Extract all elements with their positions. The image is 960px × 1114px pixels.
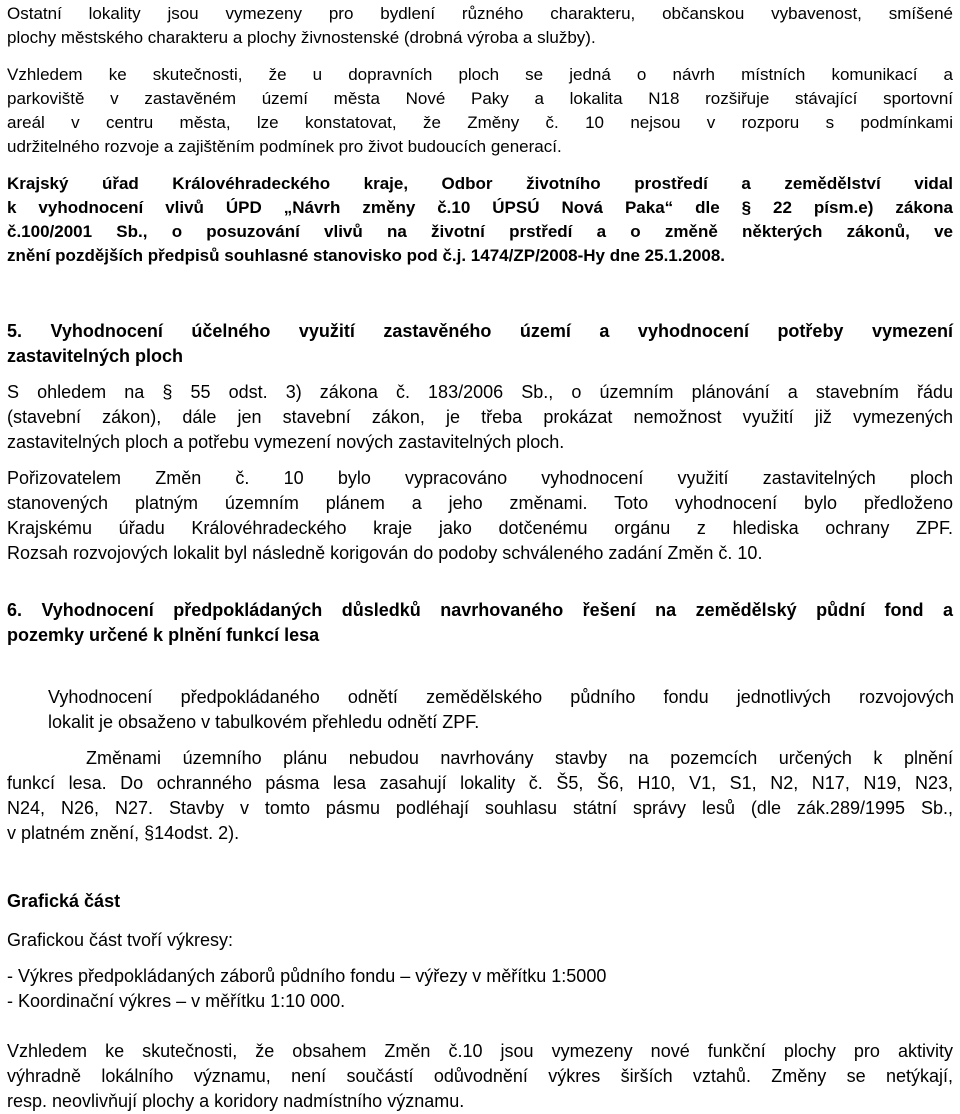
text-line: č.100/2001 Sb., o posuzování vlivů na životní prstředí a o změně některých zákonů, ve (7, 222, 953, 241)
heading-section-6 (7, 598, 953, 648)
paragraph-drawings-intro (7, 928, 953, 953)
text-line: Krajský úřad Královéhradeckého kraje, Odbor životního prostředí a zemědělství vidal (7, 174, 953, 193)
text-line: parkoviště v zastavěném území města Nové Paky a lokalita N18 rozšiřuje stávající sportovní (7, 89, 953, 108)
text-line: 5. Vyhodnocení účelného využití zastavěného území a vyhodnocení potřeby vymezení (7, 321, 953, 341)
text-line: N24, N26, N27. Stavby v tomto pásmu podléhají souhlasu státní správy lesů (dle zák.289/1995 Sb., (7, 798, 953, 818)
paragraph-wider-relations (7, 1039, 953, 1114)
text-line: Změnami územního plánu nebudou navrhovány stavby na pozemcích určených k plnění (86, 748, 953, 768)
paragraph-evaluation (7, 466, 953, 566)
text-line: znění pozdějších předpisů souhlasné stanovisko pod č.j. 1474/ZP/2008-Hy dne 25.1.2008. (7, 246, 726, 265)
text-line: funkcí lesa. Do ochranného pásma lesa zasahují lokality č. Š5, Š6, H10, V1, S1, N2, N17, N19, N23, (7, 773, 953, 793)
text-line: areál v centru města, lze konstatovat, že Změny č. 10 nejsou v rozporu s podmínkami (7, 113, 953, 132)
text-line: zastavitelných ploch (7, 346, 184, 366)
text-line: Vzhledem ke skutečnosti, že obsahem Změn č.10 jsou vymezeny nové funkční plochy pro aktivity (7, 1041, 953, 1061)
text-line: Vzhledem ke skutečnosti, že u dopravních ploch se jedná o návrh místních komunikací a (7, 65, 953, 84)
text-line: Ostatní lokality jsou vymezeny pro bydlení různého charakteru, občanskou vybavenost, smíšené (7, 4, 953, 23)
text-line: - Koordinační výkres – v měřítku 1:10 000. (7, 991, 346, 1011)
heading-graphic-part (7, 889, 953, 914)
paragraph-zpf-evaluation (48, 685, 954, 735)
text-line: pozemky určené k plnění funkcí lesa (7, 625, 320, 645)
text-line: udržitelného rozvoje a zajištěním podmínek pro život budoucích generací. (7, 137, 562, 156)
text-line: v platném znění, §14odst. 2). (7, 823, 240, 843)
text-line: Grafická část (7, 891, 121, 911)
text-line: výhradně lokálního významu, není součástí odůvodnění výkres širších vztahů. Změny se netýkají, (7, 1066, 953, 1086)
paragraph-sustainability (7, 63, 953, 159)
text-line: Rozsah rozvojových lokalit byl následně korigován do podoby schváleného zadání Změn č. 10. (7, 543, 763, 563)
text-line: 6. Vyhodnocení předpokládaných důsledků navrhovaného řešení na zemědělský půdní fond a (7, 600, 953, 620)
text-line: Grafickou část tvoří výkresy: (7, 930, 234, 950)
text-line: (stavební zákon), dále jen stavební zákon, je třeba prokázat nemožnost využití již vymezených (7, 407, 953, 427)
text-line: stanovených platným územním plánem a jeho změnami. Toto vyhodnocení bylo předloženo (7, 493, 953, 513)
paragraph-other-localities (7, 2, 953, 50)
text-line: Pořizovatelem Změn č. 10 bylo vypracováno vyhodnocení využití zastavitelných ploch (7, 468, 953, 488)
paragraph-building-act (7, 380, 953, 455)
text-line: lokalit je obsaženo v tabulkovém přehledu odnětí ZPF. (48, 712, 480, 732)
drawings-list (7, 964, 953, 1014)
text-line: resp. neovlivňují plochy a koridory nadmístního významu. (7, 1091, 465, 1111)
text-line: Krajskému úřadu Královéhradeckého kraje jako dotčenému orgánu z hlediska ochrany ZPF. (7, 518, 953, 538)
paragraph-regional-office-opinion (7, 172, 953, 268)
text-line: k vyhodnocení vlivů ÚPD „Návrh změny č.10 ÚPSÚ Nová Paka“ dle § 22 písm.e) zákona (7, 198, 953, 217)
text-line: - Výkres předpokládaných záborů půdního fondu – výřezy v měřítku 1:5000 (7, 966, 607, 986)
text-line: Vyhodnocení předpokládaného odnětí zemědělského půdního fondu jednotlivých rozvojových (48, 687, 954, 707)
text-line: S ohledem na § 55 odst. 3) zákona č. 183/2006 Sb., o územním plánování a stavebním řádu (7, 382, 953, 402)
text-line: zastavitelných ploch a potřebu vymezení nových zastavitelných ploch. (7, 432, 565, 452)
paragraph-forest-land (7, 746, 953, 846)
heading-section-5 (7, 319, 953, 369)
text-line: plochy městského charakteru a plochy živnostenské (drobná výroba a služby). (7, 28, 596, 47)
